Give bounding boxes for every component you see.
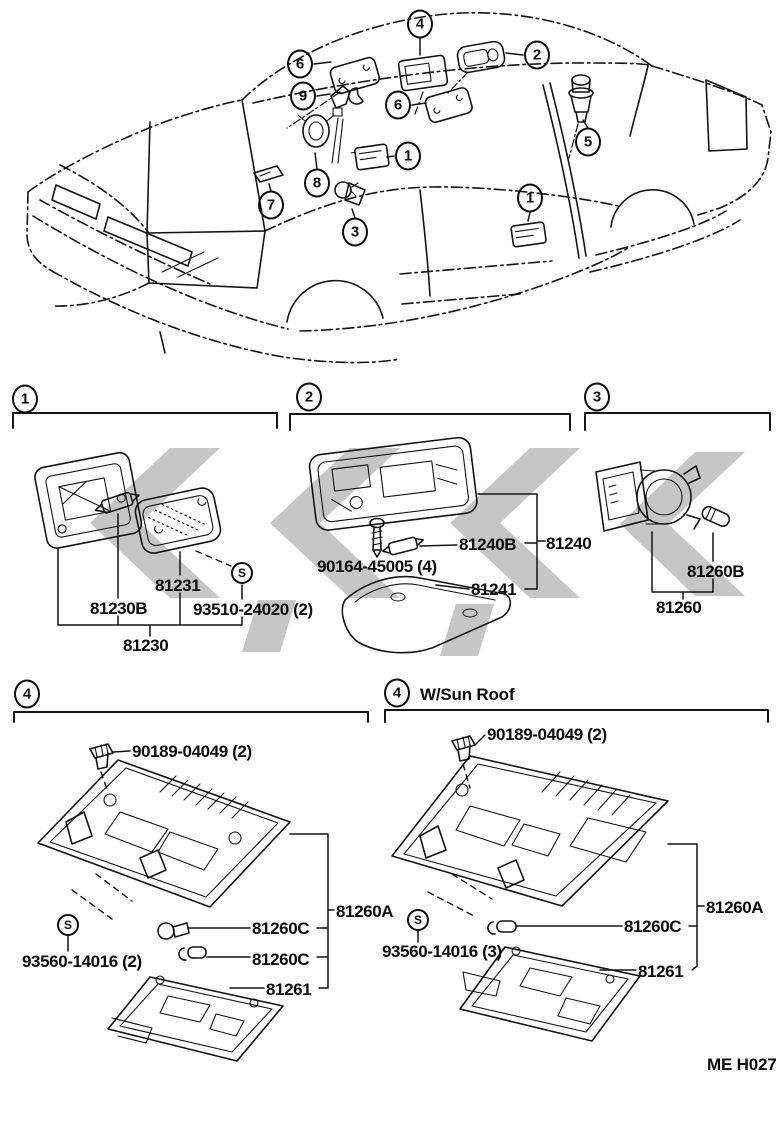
part-number-label: 81260C bbox=[252, 950, 310, 969]
callout-circle-9: 9 bbox=[290, 82, 316, 111]
lens-81261-right bbox=[460, 947, 640, 1041]
clip-part bbox=[254, 166, 283, 182]
switch-part bbox=[331, 86, 363, 163]
overhead-console-81260A-right bbox=[392, 756, 668, 906]
section-callout-4: 4 bbox=[384, 679, 410, 708]
callout-circle-3: 3 bbox=[342, 218, 368, 247]
dome-lamp-part bbox=[456, 40, 506, 74]
grommet-90189-left bbox=[90, 744, 113, 769]
lamp-box-part-front bbox=[351, 144, 390, 171]
callout-circle-2: 2 bbox=[524, 41, 550, 70]
part-number-label: 81260A bbox=[336, 902, 394, 921]
part-number-label: 81261 bbox=[266, 980, 312, 999]
callout-circle-8: 8 bbox=[304, 169, 330, 198]
callout-circle-6: 6 bbox=[385, 91, 411, 120]
part-number-label: 81260 bbox=[656, 598, 702, 617]
screw-symbol: S bbox=[57, 914, 79, 936]
screw-symbol: S bbox=[231, 562, 253, 584]
bulb-81260C-left-2 bbox=[179, 947, 206, 960]
part-number-label: 81240B bbox=[459, 535, 517, 554]
part-number-label: 93560-14016 (3) bbox=[382, 942, 502, 961]
section-callout-4: 4 bbox=[14, 680, 40, 709]
section4-art bbox=[38, 744, 334, 1061]
part-number-label: 81230B bbox=[90, 599, 148, 618]
part-number-label: 81260A bbox=[706, 898, 764, 917]
part-number-label: 81230 bbox=[123, 636, 169, 655]
sensor-bulb-part bbox=[569, 75, 593, 122]
grommet-90189-right bbox=[452, 736, 475, 761]
callout-circle-5: 5 bbox=[575, 128, 601, 157]
callout-circle-1: 1 bbox=[517, 184, 543, 213]
bulb-81260C-left-1 bbox=[158, 923, 189, 939]
part-number-label: 81261 bbox=[638, 962, 684, 981]
section-title: W/Sun Roof bbox=[420, 685, 515, 704]
section-callout-1: 1 bbox=[12, 385, 38, 414]
part-number-label: 93510-24020 (2) bbox=[193, 600, 313, 619]
part-number-label: 90164-45005 (4) bbox=[317, 557, 437, 576]
callout-circle-6: 6 bbox=[287, 50, 313, 79]
part-number-label: 81260C bbox=[252, 919, 310, 938]
part-number-label: 81241 bbox=[471, 580, 517, 599]
part-number-label: 81231 bbox=[155, 576, 201, 595]
plate-part-upper bbox=[329, 56, 381, 95]
callout-circle-4: 4 bbox=[407, 10, 433, 39]
section-callout-2: 2 bbox=[296, 383, 322, 412]
section4-sunroof-art bbox=[392, 735, 704, 1041]
callout-circle-7: 7 bbox=[258, 191, 284, 220]
part-number-label: 81260C bbox=[624, 917, 682, 936]
bulb-81260C-right bbox=[488, 921, 516, 934]
part-number-label: 81260B bbox=[687, 562, 745, 581]
part-number-label: 81240 bbox=[546, 534, 592, 553]
wedge-bulb-81260B bbox=[700, 505, 731, 528]
screw-symbol: S bbox=[407, 909, 429, 931]
lamp-housing-81230 bbox=[33, 451, 143, 550]
callout-circle-1: 1 bbox=[395, 142, 421, 171]
part-number-label: 93560-14016 (2) bbox=[22, 952, 142, 971]
festoon-bulb-81240B bbox=[381, 535, 425, 557]
drawing-code: ME H027 bbox=[707, 1055, 777, 1074]
part-number-label: 90189-04049 (2) bbox=[132, 742, 252, 761]
part-number-label: 90189-04049 (2) bbox=[487, 725, 607, 744]
grommet-lamp-part bbox=[298, 115, 334, 147]
lamp-box-part-rear bbox=[511, 222, 547, 247]
overhead-console-81260A-left bbox=[38, 760, 290, 907]
section-callout-3: 3 bbox=[584, 383, 610, 412]
